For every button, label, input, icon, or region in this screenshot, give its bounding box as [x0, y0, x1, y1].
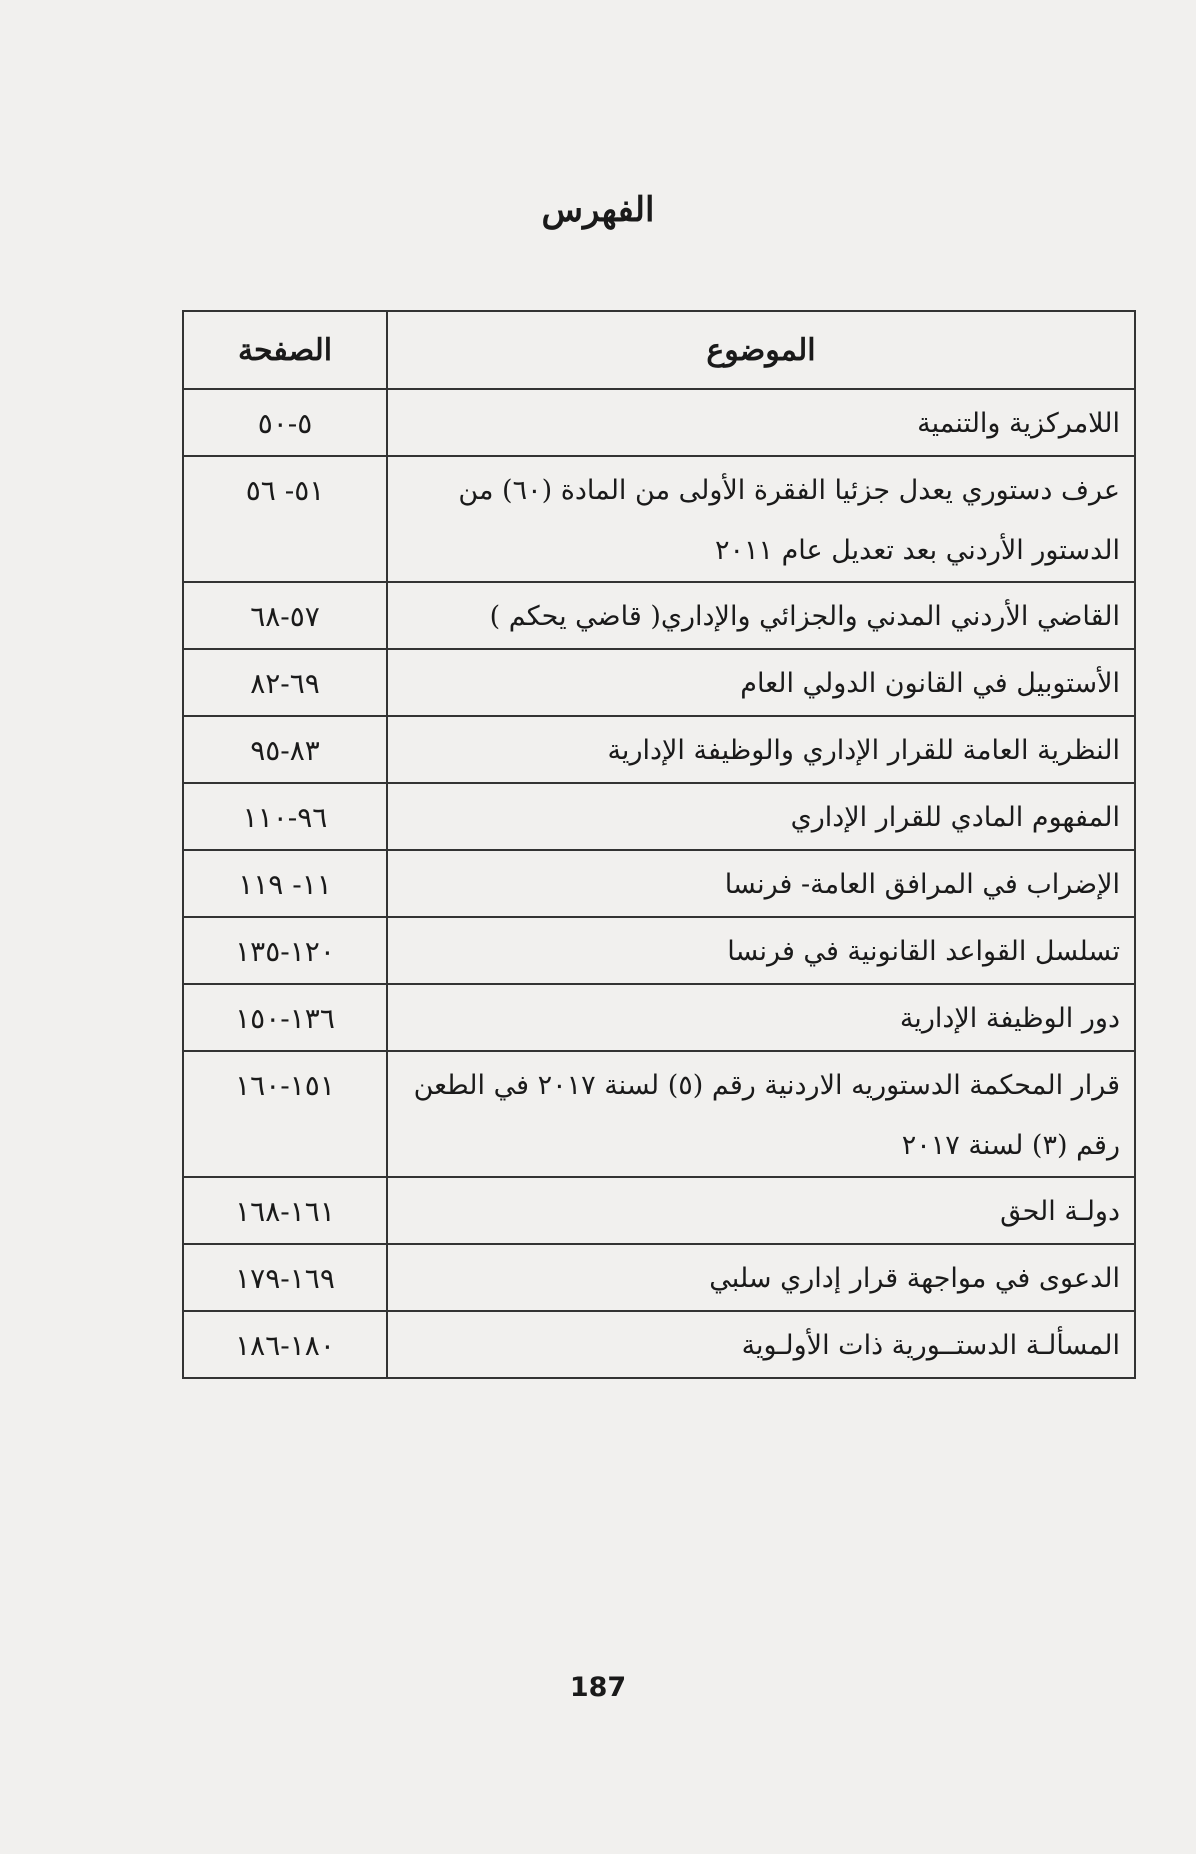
- topic-cell: المفهوم المادي للقرار الإداري: [387, 783, 1135, 850]
- topic-column-header: الموضوع: [387, 311, 1135, 389]
- topic-cell: الإضراب في المرافق العامة- فرنسا: [387, 850, 1135, 917]
- page-range-cell: ١٦٩-١٧٩: [183, 1244, 387, 1311]
- topic-cell: تسلسل القواعد القانونية في فرنسا: [387, 917, 1135, 984]
- topic-cell: المسألـة الدستــورية ذات الأولـوية: [387, 1311, 1135, 1378]
- page-range-cell: ١١- ١١٩: [183, 850, 387, 917]
- table-of-contents: [182, 310, 1136, 1379]
- topic-cell: الدعوى في مواجهة قرار إداري سلبي: [387, 1244, 1135, 1311]
- page-title: الفهرس: [541, 190, 655, 230]
- page-range-cell: ٦٩-٨٢: [183, 649, 387, 716]
- topic-cell: قرار المحكمة الدستوريه الاردنية رقم (٥) لسنة ٢٠١٧ في الطعن رقم (٣) لسنة ٢٠١٧: [387, 1051, 1135, 1177]
- page-range-cell: ٩٦-١١٠: [183, 783, 387, 850]
- topic-cell: دور الوظيفة الإدارية: [387, 984, 1135, 1051]
- table-row: [183, 783, 1135, 850]
- page-range-cell: ١٢٠-١٣٥: [183, 917, 387, 984]
- table-row: [183, 850, 1135, 917]
- table-row: [183, 1244, 1135, 1311]
- page-range-cell: ١٣٦-١٥٠: [183, 984, 387, 1051]
- table-header-row: [183, 311, 1135, 389]
- topic-cell: عرف دستوري يعدل جزئيا الفقرة الأولى من المادة (٦٠) من الدستور الأردني بعد تعديل عام ٢٠١١: [387, 456, 1135, 582]
- page-range-cell: ٥١- ٥٦: [183, 456, 387, 582]
- topic-cell: النظرية العامة للقرار الإداري والوظيفة الإدارية: [387, 716, 1135, 783]
- topic-cell: دولـة الحق: [387, 1177, 1135, 1244]
- topic-cell: الأستوبيل في القانون الدولي العام: [387, 649, 1135, 716]
- table-row: [183, 1311, 1135, 1378]
- table-row: [183, 649, 1135, 716]
- table-row: [183, 582, 1135, 649]
- page-number: 187: [569, 1672, 627, 1703]
- table-body: [183, 389, 1135, 1378]
- topic-cell: اللامركزية والتنمية: [387, 389, 1135, 456]
- table-row: [183, 917, 1135, 984]
- table-row: [183, 1051, 1135, 1177]
- table-row: [183, 456, 1135, 582]
- page-range-cell: ٥-٥٠: [183, 389, 387, 456]
- table-row: [183, 389, 1135, 456]
- page-range-cell: ٥٧-٦٨: [183, 582, 387, 649]
- table-row: [183, 1177, 1135, 1244]
- page-range-cell: ١٥١-١٦٠: [183, 1051, 387, 1177]
- page-column-header: الصفحة: [183, 311, 387, 389]
- page-range-cell: ١٦١-١٦٨: [183, 1177, 387, 1244]
- page-range-cell: ٨٣-٩٥: [183, 716, 387, 783]
- table-row: [183, 984, 1135, 1051]
- topic-cell: القاضي الأردني المدني والجزائي والإداري( قاضي يحكم ): [387, 582, 1135, 649]
- page-range-cell: ١٨٠-١٨٦: [183, 1311, 387, 1378]
- table-row: [183, 716, 1135, 783]
